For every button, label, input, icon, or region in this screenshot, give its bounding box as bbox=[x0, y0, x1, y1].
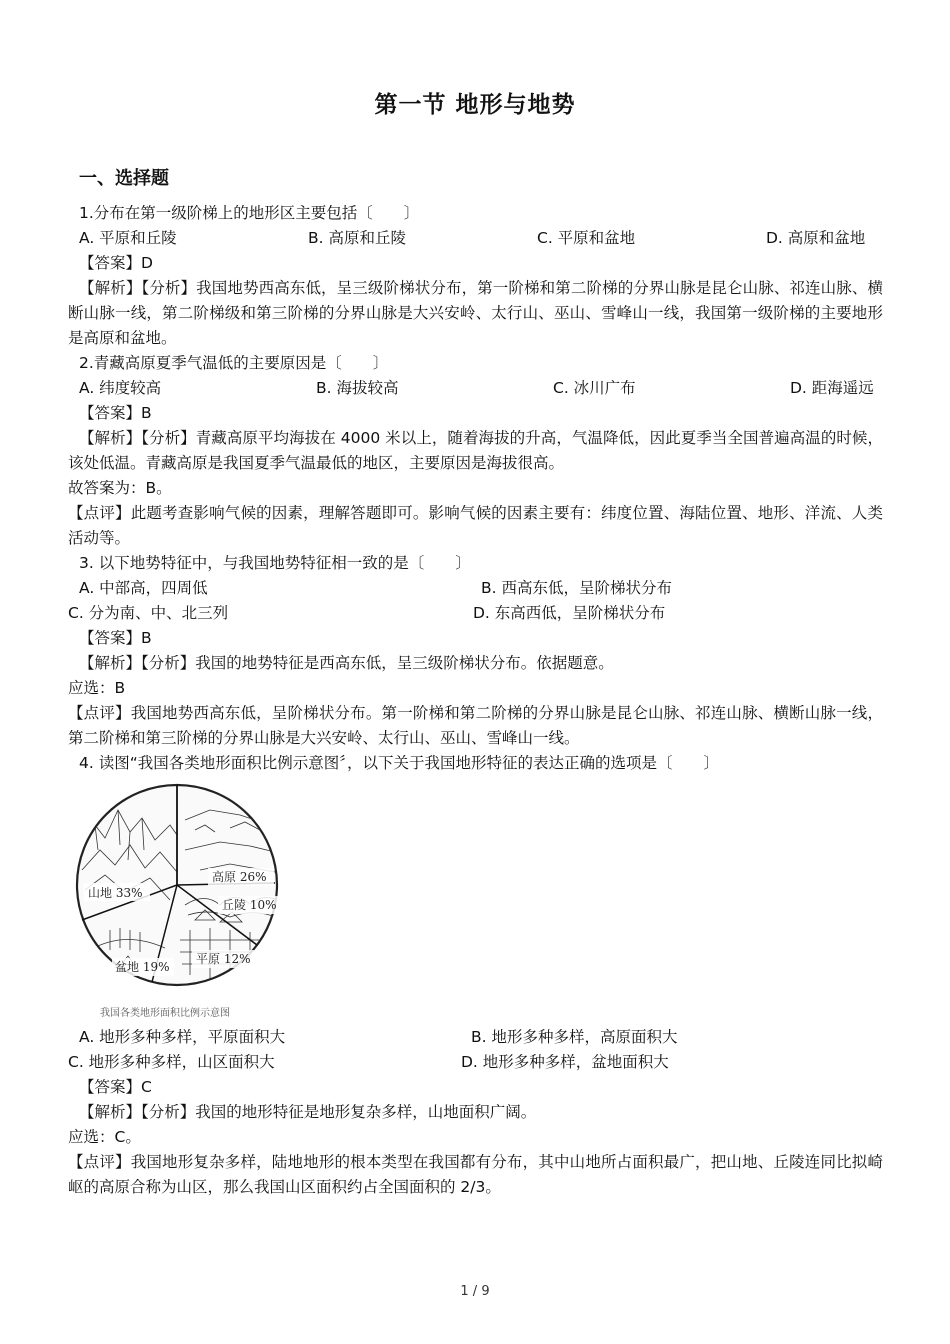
q1-option-a: A. 平原和丘陵 bbox=[79, 229, 177, 247]
pie-label-plain: 平原 12% bbox=[196, 952, 251, 966]
pie-label-hills: 丘陵 10% bbox=[222, 898, 277, 912]
terrain-area-pie-figure bbox=[70, 780, 285, 1025]
pie-label-basin: 盆地 19% bbox=[115, 960, 170, 974]
q4-option-c: C. 地形多种多样，山区面积大 bbox=[68, 1053, 275, 1071]
q2-option-c: C. 冰川广布 bbox=[553, 379, 636, 397]
q4-option-a: A. 地形多种多样，平原面积大 bbox=[79, 1028, 286, 1046]
q1-stem: 1.分布在第一级阶梯上的地形区主要包括〔 〕 bbox=[79, 204, 420, 222]
q2-stem: 2.青藏高原夏季气温低的主要原因是〔 〕 bbox=[79, 354, 389, 372]
q2-comment: 【点评】此题考查影响气候的因素，理解答题即可。影响气候的因素主要有：纬度位置、海陆位置、地形、洋流、人类活动等。 bbox=[68, 504, 883, 547]
q4-option-b: B. 地形多种多样，高原面积大 bbox=[471, 1028, 678, 1046]
page-number: 1 / 9 bbox=[460, 1284, 490, 1299]
q3-option-b: B. 西高东低，呈阶梯状分布 bbox=[481, 579, 672, 597]
q1-analysis: 【解析】【分析】我国地势西高东低，呈三级阶梯状分布，第一阶梯和第二阶梯的分界山脉是昆仑山脉、祁连山脉、横断山脉一线，第二阶梯级和第三阶梯的分界山脉是大兴安岭、太行山、巫山、雪峰山一线，我国第一级阶梯的主要地形是高原和盆地。 bbox=[68, 279, 883, 347]
q3-option-a: A. 中部高，四周低 bbox=[79, 579, 208, 597]
q1-option-d: D. 高原和盆地 bbox=[766, 229, 866, 247]
q3-stem: 3. 以下地势特征中，与我国地势特征相一致的是〔 〕 bbox=[79, 554, 471, 572]
q3-option-d: D. 东高西低，呈阶梯状分布 bbox=[473, 604, 666, 622]
figure-caption: 我国各类地形面积比例示意图 bbox=[100, 1008, 230, 1019]
q4-answer: 【答案】C bbox=[79, 1078, 152, 1096]
q2-option-b: B. 海拔较高 bbox=[316, 379, 399, 397]
section-heading: 一、选择题 bbox=[79, 168, 169, 189]
q2-answer: 【答案】B bbox=[79, 404, 152, 422]
q3-comment: 【点评】我国地势西高东低，呈阶梯状分布。第一阶梯和第二阶梯的分界山脉是昆仑山脉、祁连山脉、横断山脉一线，第二阶梯和第三阶梯的分界山脉是大兴安岭、太行山、巫山、雪峰山一线。 bbox=[68, 704, 883, 747]
q3-answer: 【答案】B bbox=[79, 629, 152, 647]
page-title: 第一节 地形与地势 bbox=[374, 92, 576, 118]
q1-answer: 【答案】D bbox=[79, 254, 153, 272]
q4-conclusion: 应选：C。 bbox=[68, 1128, 141, 1146]
q3-conclusion: 应选：B bbox=[68, 679, 126, 697]
pie-label-mountain: 山地 33% bbox=[88, 886, 143, 900]
q3-option-c: C. 分为南、中、北三列 bbox=[68, 604, 229, 622]
q1-option-b: B. 高原和丘陵 bbox=[308, 229, 406, 247]
q2-analysis: 【解析】【分析】青藏高原平均海拔在 4000 米以上，随着海拔的升高，气温降低，因此夏季当全国普遍高温的时候，该处低温。青藏高原是我国夏季气温最低的地区，主要原因是海拔很高。 bbox=[68, 429, 883, 472]
pie-label-plateau: 高原 26% bbox=[212, 870, 267, 884]
q1-option-c: C. 平原和盆地 bbox=[537, 229, 636, 247]
q2-option-a: A. 纬度较高 bbox=[79, 379, 162, 397]
q4-stem: 4. 读图“我国各类地形面积比例示意图〞，以下关于我国地形特征的表达正确的选项是〔 〕 bbox=[79, 754, 719, 772]
q4-analysis: 【解析】【分析】我国的地形特征是地形复杂多样，山地面积广阔。 bbox=[79, 1103, 537, 1121]
q2-conclusion: 故答案为：B。 bbox=[68, 479, 172, 497]
q3-analysis: 【解析】【分析】我国的地势特征是西高东低，呈三级阶梯状分布。依据题意。 bbox=[79, 654, 614, 672]
terrain-pie-illustration bbox=[70, 780, 285, 1025]
q4-comment: 【点评】我国地形复杂多样，陆地地形的根本类型在我国都有分布，其中山地所占面积最广，把山地、丘陵连同比拟崎岖的高原合称为山区，那么我国山区面积约占全国面积的 2/3。 bbox=[68, 1153, 883, 1196]
q4-option-d: D. 地形多种多样，盆地面积大 bbox=[461, 1053, 669, 1071]
q2-option-d: D. 距海遥远 bbox=[790, 379, 874, 397]
